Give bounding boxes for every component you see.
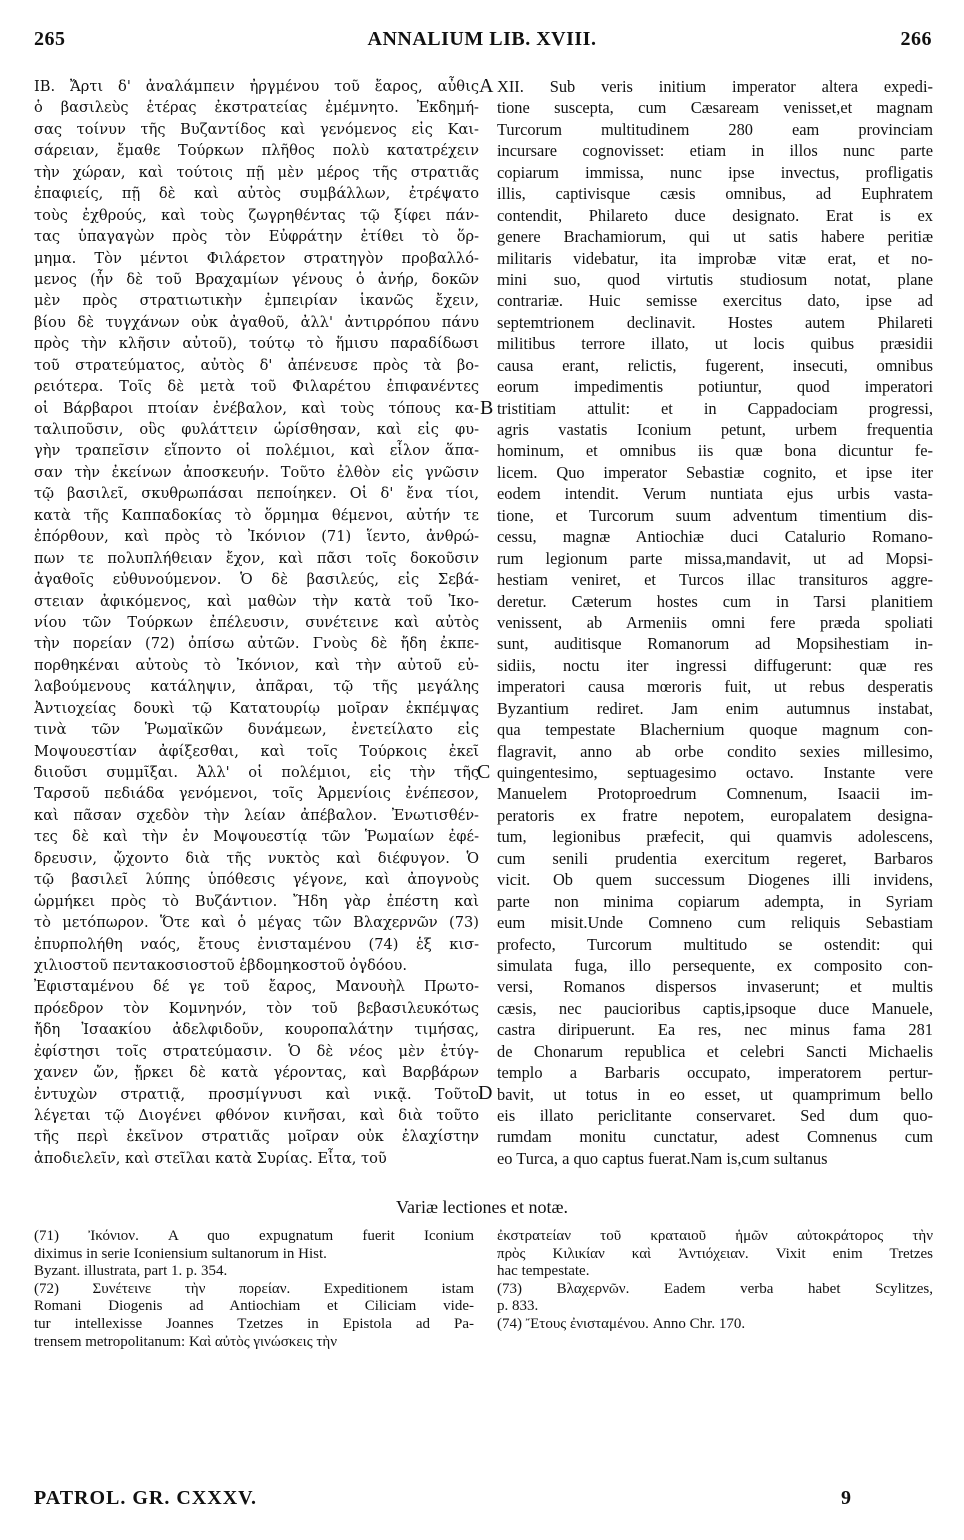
note-line: (73) Βλαχερνῶν. Eadem verba habet Scylitzes, xyxy=(497,1280,933,1297)
greek-text-line: ΙΒ. Ἄρτι δ' ἀναλάμπειν ἠργμένου τοῦ ἔαρος, αὖθις xyxy=(34,78,479,95)
latin-text-line: hestiam veniret, et Turcos illac transituros aggre- xyxy=(497,570,933,590)
latin-text-line: templo a Barbaris occupato, imperatorem pertur- xyxy=(497,1063,933,1083)
greek-text-line: Μοψουεστίαν ἀφίξεσθαι, καὶ τοῖς Τούρκοις ἐκεῖ xyxy=(34,742,479,760)
latin-text-line: de Chonarum republica et celebri Sancti Michaelis xyxy=(497,1041,933,1061)
greek-text-column xyxy=(34,76,479,1169)
latin-text-line: sunt, auditisque Romanorum ad Mopsihestiam in- xyxy=(497,634,933,654)
latin-text-line: Byzantium rediret. Jam enim autumnus instabat, xyxy=(497,698,933,718)
greek-text-line: Ἐφισταμένου δέ γε τοῦ ἔαρος, Μανουὴλ Πρωτο- xyxy=(34,978,479,996)
greek-text-line: σάρειαν, ἔμαθε Τούρκων πλῆθος πολὺ κατατρέχειν xyxy=(34,142,479,160)
greek-text-line: τῷ βασιλεῖ, σκυθρωπάσαι πεποίηκεν. Οἱ δ' ἔνα τίοι, xyxy=(34,485,479,503)
greek-text-line: γὴν τραπεῖσιν εἵποντο οἱ πολέμιοι, καὶ εἷλον ἅπα- xyxy=(34,442,479,460)
latin-text-line: profecto, Turcorum multitudo se ostendit: qui xyxy=(497,934,933,954)
note-line: (72) Συνέτεινε τὴν πορείαν. Expeditionem istam xyxy=(34,1280,474,1297)
greek-text-line: ἤδη Ἰσαακίου ἀδελφιδοῦν, κουροπαλάτην τιμήσας, xyxy=(34,1021,479,1039)
latin-text-line: tristitiam attulit: et in Cappadociam progressi, xyxy=(497,398,933,418)
greek-text-line: τὸ μετόπωρον. Ὅτε καὶ ὁ μέγας τῶν Βλαχερνῶν (73) xyxy=(34,914,479,932)
latin-text-line: venissent, ab Armeniis omni fere præda spoliati xyxy=(497,612,933,632)
greek-text-line: πρὸς τὴν κλῆσιν αὐτοῦ), τούτῳ τὸ ἥμισυ παραδίδωσι xyxy=(34,335,479,353)
greek-text-line: τὴν πορείαν (72) ὀπίσω αὐτῶν. Γνοὺς δὲ ἤδη ἐκπε- xyxy=(34,635,479,653)
latin-text-column xyxy=(497,76,933,1169)
greek-text-line: ἀποδιελεῖν, καὶ στεῖλαι κατὰ Συρίας. Εἶτα, τοῦ xyxy=(34,1149,387,1167)
latin-text-line: contendit, Philareto duce designato. Erat is ex xyxy=(497,205,933,225)
latin-text-line: bavit, ut totus in eo esset, ut quamprimum bello xyxy=(497,1084,933,1104)
latin-text-line: eodem intendit. Verum nuntiata ejus urbis vasta- xyxy=(497,484,933,504)
greek-text-line: ἐντυχὼν στρατιᾷ, προσμίγνυσι καὶ νικᾷ. Τοῦτο xyxy=(34,1085,479,1103)
greek-text-line: ἐπόρθουν, καὶ πρὸς τὸ Ἰκόνιον (71) ἵεντο, ἀνθρώ- xyxy=(34,528,479,546)
note-line: tur intellexisse Joannes Tzetzes in Epistola ad Pa- xyxy=(34,1315,474,1332)
greek-text-line: τῆς περὶ ἐκεῖνον στρατιᾶς μοῖραν οὐκ ἐλαχίστην xyxy=(34,1128,479,1146)
left-page-number: 265 xyxy=(34,28,66,50)
greek-text-line: κατὰ τῆς Καππαδοκίας τὸ ὅρμημα θέμενοι, αὐτήν τε xyxy=(34,506,479,524)
latin-text-line: cessu, magnæ Antiochiæ duci Catalurio Romano- xyxy=(497,527,933,547)
greek-text-line: πορθηκέναι αὐτοὺς τὸ Ἰκόνιον, καὶ τὴν αὐτοῦ εὐ- xyxy=(34,656,479,674)
latin-text-line: cæsis, nec paucioribus captis,ipsoque duce Manuele, xyxy=(497,998,933,1018)
latin-text-line: Turcorum multitudinem 280 eam provinciam xyxy=(497,119,933,139)
greek-text-line: νίου τῶν Τούρκων ἐπέλευσιν, συνέτεινε καὶ αὐτὸς xyxy=(34,613,479,631)
note-line: Byzant. illustrata, part 1. p. 354. xyxy=(34,1263,228,1280)
latin-text-line: qua tempestate Blachernium quoque magnum con- xyxy=(497,720,933,740)
latin-text-line: tione suscepta, cum Cæsaream venisset,et magnam xyxy=(497,98,933,118)
greek-text-line: τοὺς ἐχθρούς, καὶ τοὺς ζωγρηθέντας τῷ ξίφει πάν- xyxy=(34,206,479,224)
greek-text-line: διιοῦσι συμμῖξαι. Ἀλλ' οἱ πολέμιοι, εἰς τὴν τῆς xyxy=(34,764,479,781)
latin-text-line: parte non minima copiarum adempta, in Syriam xyxy=(497,891,933,911)
note-line: πρὸς Κιλικίαν καὶ Ἀντιόχειαν. Vixit enim Tretzes xyxy=(497,1245,933,1262)
note-line: p. 833. xyxy=(497,1298,539,1315)
latin-text-line: XII. Sub veris initium imperator altera expedi- xyxy=(497,77,933,96)
latin-text-line: eo Turca, a quo captus fuerat.Nam is,cum sultanus xyxy=(497,1148,828,1168)
greek-text-line: ἐπαφιείς, πῇ δὲ καὶ αὐτὸς συμβάλλων, ἐτρέψατο xyxy=(34,185,479,203)
greek-text-line: λαβούμενους κατάληψιν, ἀπᾶραι, τῷ τῆς μεγάλης xyxy=(34,678,479,696)
note-line: diximus in serie Iconiensium sultanorum in Hist. xyxy=(34,1245,327,1262)
greek-text-line: ἐφίστησι τοῖς στρατεύμασιν. Ὁ δὲ νέος μὲν ἐτύγ- xyxy=(34,1042,479,1060)
footer-signature: 9 xyxy=(841,1487,852,1509)
latin-text-line: eorum impedimentis potiuntur, quod imperatori xyxy=(497,377,933,397)
greek-text-line: τινὰ τῶν Ῥωμαϊκῶν δυνάμεων, ἐνετείλατο εἰς xyxy=(34,721,479,739)
greek-text-line: λέγεται τῷ Διογένει φθόνον κινῆσαι, καὶ διὰ τοῦτο xyxy=(34,1107,479,1124)
running-title: ANNALIUM LIB. XVIII. xyxy=(367,28,597,50)
note-line: (71) Ἰκόνιον. A quo expugnatum fuerit Iconium xyxy=(34,1228,474,1244)
greek-text-line: Ἀντιοχείας δουκὶ τῷ Κατατουρίῳ μοῖραν ἐκπέμψας xyxy=(34,699,479,717)
latin-text-line: genere Brachamiorum, qui ut satis habere peritiæ xyxy=(497,227,933,247)
note-line: (74) Ἔτους ἐνισταμένου. Anno Chr. 170. xyxy=(497,1315,746,1332)
latin-text-line: imperatori causa mœroris fuit, ut rebus desperatis xyxy=(497,677,933,697)
right-page-number: 266 xyxy=(900,28,932,50)
greek-text-line: σας τοίνυν τῆς Βυζαντίδος καὶ γενόμενος εἰς Και- xyxy=(34,120,479,138)
greek-text-line: τῷ βασιλεῖ λύπης ὑπόθεσις γέγονε, καὶ ἀπογνοὺς xyxy=(34,871,479,889)
greek-text-line: ἀγαθοῖς εὐθυνούμενον. Ὁ δὲ βασιλεύς, εἰς Σεβά- xyxy=(34,571,479,589)
latin-text-line: simulata fuga, illo persequente, ex composito con- xyxy=(497,955,933,975)
latin-text-line: causa erant, relictis, fugerent, insecuti, omnibus xyxy=(497,355,933,375)
latin-text-line: castra diripuerunt. Ea res, nec minus fama 281 xyxy=(497,1020,933,1040)
footer-series: PATROL. GR. CXXXV. xyxy=(34,1487,258,1509)
latin-text-line: sidiis, noctu iter ingressi diffugerunt: quæ res xyxy=(497,655,933,675)
margin-letter-a: A xyxy=(479,75,494,97)
latin-text-line: militaris videbatur, ita improbæ vitæ erat, et no- xyxy=(497,248,933,268)
latin-text-line: deretur. Cæterum hostes cum in Tarsi planitiem xyxy=(497,591,933,611)
greek-text-line: ὁ βασιλεὺς ἑτέρας ἐκστρατείας ἐμέμνητο. Ἐκδημή- xyxy=(34,99,479,117)
greek-text-line: μημα. Τὸν μέντοι Φιλάρετον στρατηγὸν προβαλλό- xyxy=(34,249,479,267)
latin-text-line: tum, legionibus præfecit, qui quamvis adolescens, xyxy=(497,827,933,847)
latin-text-line: incursare cognovisset: etiam in illos nunc parte xyxy=(497,141,933,161)
margin-letter-b: B xyxy=(480,397,494,419)
latin-text-line: mini suo, quod virtutis studiosum notat, plane xyxy=(497,269,933,289)
latin-text-line: eum misit.Unde Comneno cum reliquis Sebastiam xyxy=(497,913,933,933)
latin-text-line: licem. Quo imperator Sebastiæ cognito, et ipse iter xyxy=(497,462,933,482)
greek-text-line: τὴν χώραν, καὶ τούτοις πῇ μὲν μέρος τῆς στρατιᾶς xyxy=(34,163,479,181)
greek-text-line: βίου δὲ τυγχάνων οὐκ ἀγαθοῦ, ἀλλ' ἀντιρρόπου πάνυ xyxy=(34,313,479,331)
latin-text-line: vicit. Ob quem successum Diogenes illi invidens, xyxy=(497,870,933,890)
latin-text-line: illis, captivisque cæsis omnibus, ad Euphratem xyxy=(497,184,933,204)
greek-text-line: χανεν ὤν, ᾔρκει δὲ κατὰ γέροντας, καὶ Βαρβάρων xyxy=(34,1064,479,1082)
latin-text-line: contrariæ. Huic semisse exercitus dato, ipse ad xyxy=(497,291,933,311)
greek-text-line: χιλιοστοῦ πεντακοσιοστοῦ ἑβδομηκοστοῦ ὀγδόου. xyxy=(34,956,408,974)
greek-text-line: ταλιποῦσιν, οὓς φυλάττειν ὡρίσθησαν, καὶ εἰς φυ- xyxy=(34,421,479,438)
latin-text-line: cum senili prudentia exercitum regeret, Barbaros xyxy=(497,848,933,868)
latin-text-line: rumdam monitu cunctatur, adest Comnenus cum xyxy=(497,1127,933,1147)
margin-letter-d: D xyxy=(478,1082,493,1104)
notes-right-column xyxy=(497,1228,933,1334)
greek-text-line: τας ὑπαγαγὼν πρὸς τὸν Εὐφράτην ἐτίθει τὸ ὅρ- xyxy=(34,228,479,246)
latin-text-line: agris vastatis Iconium petunt, urbem frequentia xyxy=(497,420,933,439)
note-line: trensem metropolitanum: Καὶ αὐτὸς γινώσκεις τὴν xyxy=(34,1333,338,1350)
greek-text-line: δρευσιν, ᾤχοντο διὰ τῆς νυκτὸς καὶ διέφυγον. Ὁ xyxy=(34,849,479,867)
latin-text-line: septemtrionem declinavit. Hostes autem Philareti xyxy=(497,312,933,332)
greek-text-line: τοῦ στρατεύματος, αὐτὸς δ' ἀπένευσε πρὸς τὰ βο- xyxy=(34,356,479,374)
greek-text-line: ἐπυρπολήθη ναός, ἔτους ἐνισταμένου (74) ἑξ κισ- xyxy=(34,935,479,953)
latin-text-line: militibus terrore illato, ut locis quibus præsidii xyxy=(497,334,933,354)
latin-text-line: flagravit, anno ab orbe condito sexies millesimo, xyxy=(497,741,933,761)
latin-text-line: peratoris ex fratre nepotem, europalatem designa- xyxy=(497,805,933,825)
greek-text-line: καὶ πᾶσαν σχεδὸν τὴν λείαν ἀπέβαλον. Ἐνωτισθέν- xyxy=(34,806,479,824)
latin-text-line: copiarum immissa, nunc ipse invectus, profligatis xyxy=(497,162,933,182)
notes-heading: Variæ lectiones et notæ. xyxy=(396,1197,568,1217)
greek-text-line: πων τε πολυπλήθειαν ἔχον, καὶ πᾶσι τοῖς δοκοῦσιν xyxy=(34,549,479,567)
note-line: ἐκστρατείαν τοῦ κραταιοῦ ἡμῶν αὐτοκράτορος τὴν xyxy=(497,1228,933,1244)
latin-text-line: eis illato periclitante conservaret. Sed dum quo- xyxy=(497,1106,933,1125)
latin-text-line: hominum, et omnibus iis quæ bona dicuntur fe- xyxy=(497,441,933,461)
greek-text-line: Ταρσοῦ πεδιάδα γενόμενοι, τοῖς Ἀρμενίοις ἐνέπεσον, xyxy=(34,785,479,803)
greek-text-line: στειαν ἀφικόμενος, καὶ μαθὼν τὴν κατὰ τοῦ Ἰκο- xyxy=(34,592,479,610)
latin-text-line: Manuelem Protoproedrum Comnenum, Isaacii im- xyxy=(497,784,933,804)
greek-text-line: μενος (ἦν δὲ τοῦ Βραχαμίων γένους ὁ ἀνήρ, δοκῶν xyxy=(34,270,479,288)
latin-text-line: rum legionum parte missa,mandavit, ut ad Mopsi- xyxy=(497,548,933,568)
margin-letter-c: C xyxy=(477,761,491,783)
greek-text-line: ρειότερα. Τοῖς δὲ μετὰ τοῦ Φιλαρέτου ἐπιφανέντες xyxy=(34,378,479,396)
greek-text-line: σαν τὴν ἐκείνων ἀποσκευήν. Τοῦτο ἐλθὸν εἰς γνῶσιν xyxy=(34,463,479,481)
latin-text-line: quingentesimo, septuagesimo octavo. Instante vere xyxy=(497,763,933,782)
note-line: Romani Diogenis ad Antiochiam et Ciliciam vide- xyxy=(34,1298,474,1315)
note-line: hac tempestate. xyxy=(497,1263,590,1280)
greek-text-line: μὲν πρὸς στρατιωτικὴν ἐμπειρίαν ἱκανῶς ἔχειν, xyxy=(34,292,479,310)
greek-text-line: οἱ Βάρβαροι πτοίαν ἐνέβαλον, καὶ τοὺς τόπους κα- xyxy=(34,399,479,417)
greek-text-line: πρόεδρον τὸν Κομνηνόν, τὸν τοῦ βεβασιλευκότως xyxy=(34,999,479,1017)
latin-text-line: versi, Romanos dispersos invaserunt; et multis xyxy=(497,977,933,997)
greek-text-line: ὡρμήκει πρὸς τὸ Βυζάντιον. Ἤδη γὰρ ἐπέστη καὶ xyxy=(34,892,479,910)
latin-text-line: tione, et Turcorum suum adventum timentium dis- xyxy=(497,505,933,525)
notes-left-column xyxy=(34,1228,474,1351)
greek-text-line: τες δὲ καὶ τὴν ἐν Μοψουεστίᾳ τῶν Ῥωμαίων ἐφέ- xyxy=(34,828,479,846)
